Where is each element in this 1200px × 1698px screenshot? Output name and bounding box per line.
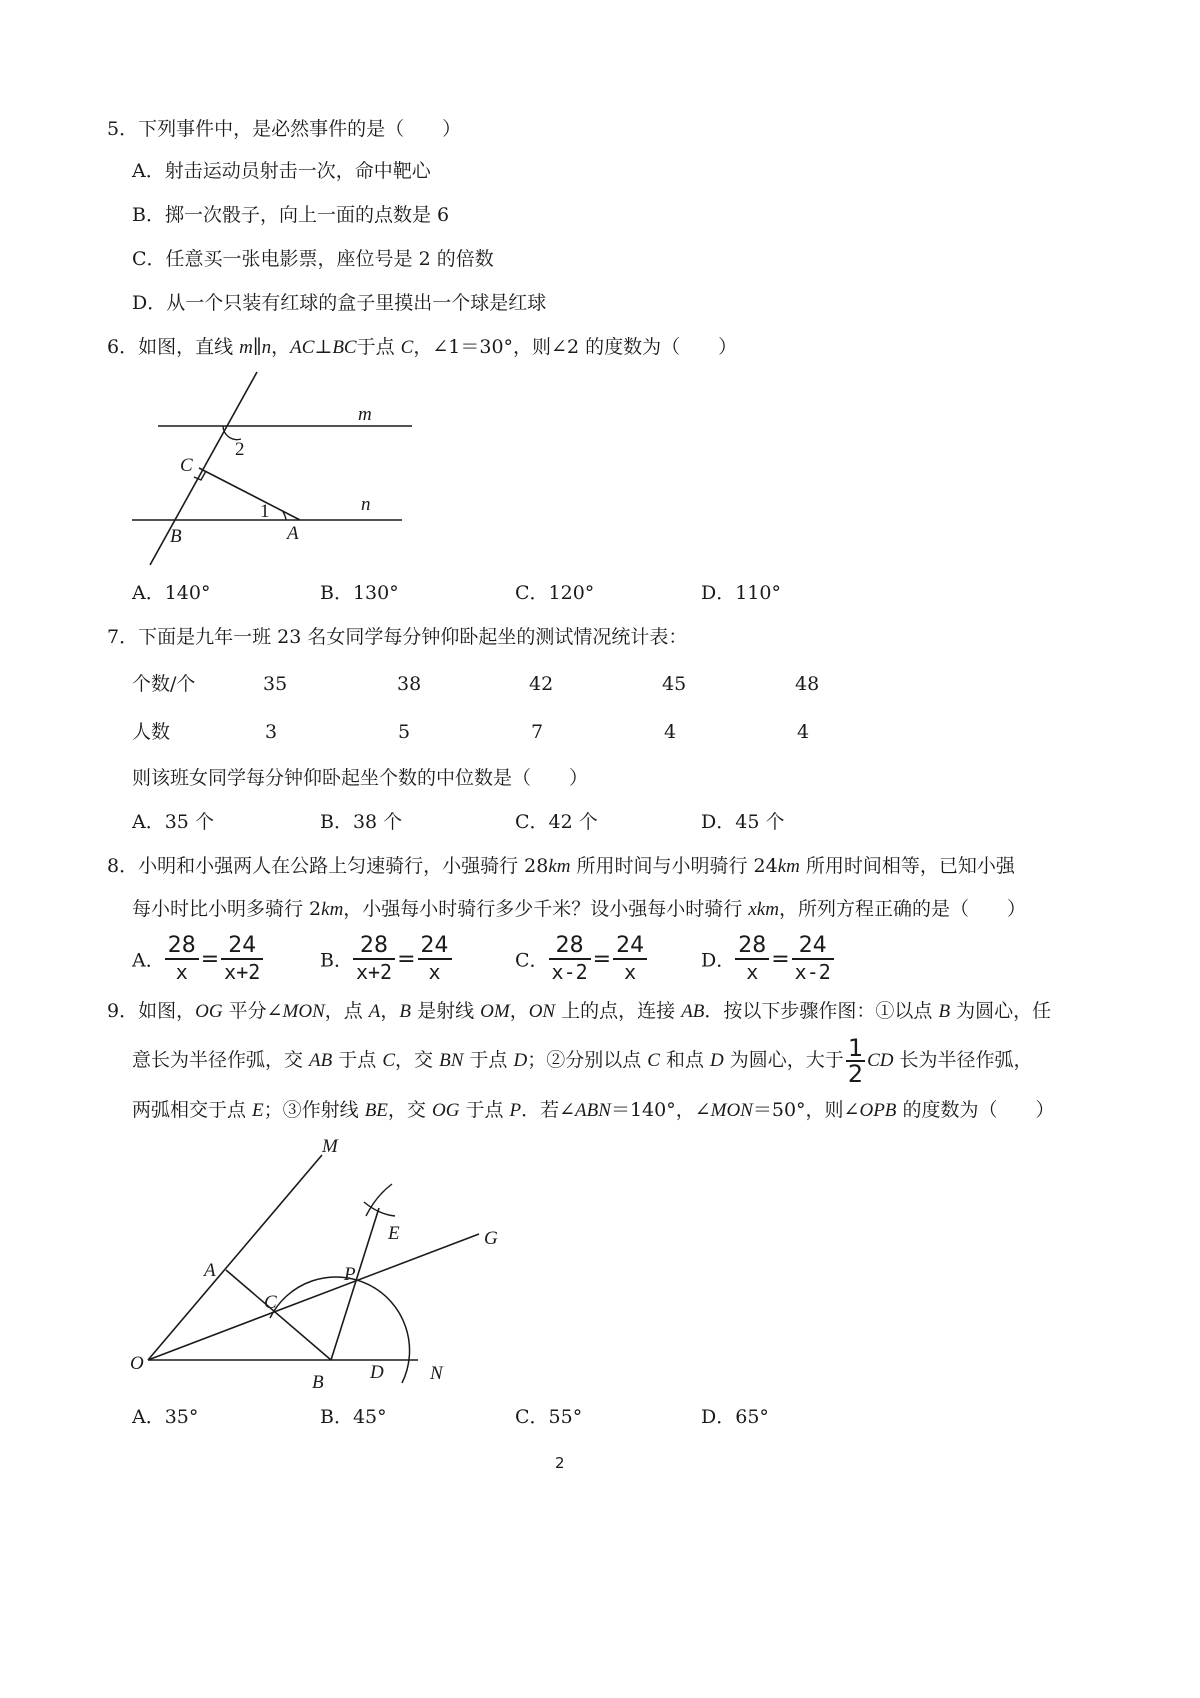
- q7-option-d: D．45 个: [701, 811, 785, 833]
- q5-option-c: C．任意买一张电影票，座位号是 2 的倍数: [132, 248, 494, 270]
- q7-question: 则该班女同学每分钟仰卧起坐个数的中位数是（ ）: [132, 767, 589, 789]
- label-n: N: [430, 1363, 443, 1384]
- label-e: E: [388, 1223, 400, 1244]
- q5-stem: 5．下列事件中，是必然事件的是（ ）: [107, 118, 462, 140]
- q7-table-cell: 4: [664, 721, 677, 743]
- label-angle-1: 1: [260, 501, 270, 522]
- q7-table-cell: 45: [662, 673, 687, 695]
- q6-option-d: D．110°: [701, 582, 781, 604]
- q7-table-cell: 7: [531, 721, 544, 743]
- label-b: B: [170, 526, 182, 547]
- label-a: A: [287, 523, 299, 544]
- label-n: n: [361, 494, 371, 515]
- q7-table-cell: 38: [397, 673, 422, 695]
- q9-line-2: 意长为半径作弧，交 AB 于点 C，交 BN 于点 D；②分别以点 C 和点 D 为圆心，大于 $\frac{1}{2}$ CD 长为半径作弧，: [132, 1034, 1033, 1088]
- q9-option-a: A．35°: [132, 1406, 199, 1428]
- q7-option-b: B．38 个: [320, 811, 403, 833]
- label-a: A: [204, 1260, 216, 1281]
- label-c: C: [264, 1292, 277, 1313]
- fraction: $\frac{28}{x}$: [165, 934, 199, 984]
- q7-table-cell: 5: [398, 721, 411, 743]
- fraction: $\frac{28}{x-2}$: [549, 934, 591, 984]
- label-p: P: [344, 1264, 356, 1285]
- q6-option-c: C．120°: [515, 582, 595, 604]
- transversal-bc: [150, 372, 257, 565]
- q7-table-cell: 35: [263, 673, 288, 695]
- page-number: 2: [555, 1454, 565, 1472]
- q6-option-b: B．130°: [320, 582, 399, 604]
- q7-table-cell: 3: [265, 721, 278, 743]
- fraction-one-half: $\frac{1}{2}$: [847, 1034, 864, 1088]
- q8-line-1: 8．小明和小强两人在公路上匀速骑行，小强骑行 28km 所用时间与小明骑行 24km 所用时间相等，已知小强: [107, 855, 1015, 877]
- fraction: $\frac{24}{x}$: [613, 934, 647, 984]
- label-angle-2: 2: [235, 439, 245, 460]
- q9-option-d: D．65°: [701, 1406, 769, 1428]
- q9-option-b: B．45°: [320, 1406, 387, 1428]
- q6-figure: [120, 360, 440, 575]
- q5-option-a: A．射击运动员射击一次，命中靶心: [132, 160, 431, 182]
- ray-og: [148, 1234, 479, 1360]
- segment-ab: [226, 1270, 331, 1360]
- label-d: D: [370, 1362, 384, 1383]
- fraction: $\frac{28}{x}$: [735, 934, 769, 984]
- q7-stem: 7．下面是九年一班 23 名女同学每分钟仰卧起坐的测试情况统计表：: [107, 626, 688, 648]
- q7-table-cell: 48: [795, 673, 820, 695]
- q9-option-c: C．55°: [515, 1406, 583, 1428]
- fraction: $\frac{24}{x+2}$: [221, 934, 263, 984]
- q8-option-c: C． $\frac{28}{x-2}$ = $\frac{24}{x}$: [515, 934, 647, 984]
- q9-figure: [120, 1128, 520, 1400]
- q8-line-2: 每小时比小明多骑行 2km，小强每小时骑行多少千米？设小强每小时骑行 xkm，所列方程正确的是（ ）: [132, 898, 1026, 920]
- q6-option-a: A．140°: [132, 582, 211, 604]
- fraction: $\frac{24}{x}$: [418, 934, 452, 984]
- fraction: $\frac{28}{x+2}$: [353, 934, 395, 984]
- fraction: $\frac{24}{x-2}$: [792, 934, 834, 984]
- label-c: C: [180, 455, 193, 476]
- q6-stem: 6．如图，直线 m∥n，AC⊥BC于点 C，∠1＝30°，则∠2 的度数为（ ）: [107, 336, 738, 358]
- q7-option-a: A．35 个: [132, 811, 214, 833]
- q8-option-d: D． $\frac{28}{x}$ = $\frac{24}{x-2}$: [701, 934, 834, 984]
- q8-option-b: B． $\frac{28}{x+2}$ = $\frac{24}{x}$: [320, 934, 452, 984]
- label-m: M: [322, 1136, 338, 1157]
- q7-table-header-count: 个数/个: [132, 673, 196, 695]
- q7-option-c: C．42 个: [515, 811, 598, 833]
- q9-line-3: 两弧相交于点 E；③作射线 BE，交 OG 于点 P．若∠ABN＝140°，∠MON＝50°，则∠OPB 的度数为（ ）: [132, 1099, 1055, 1121]
- label-b: B: [312, 1372, 324, 1393]
- q5-option-d: D．从一个只装有红球的盒子里摸出一个球是红球: [132, 292, 547, 314]
- q9-line-1: 9．如图，OG 平分∠MON，点 A，B 是射线 OM，ON 上的点，连接 AB．按以下步骤作图：①以点 B 为圆心，任: [107, 1000, 1052, 1022]
- label-m: m: [358, 404, 372, 425]
- label-o: O: [130, 1353, 144, 1374]
- q8-option-a: A． $\frac{28}{x}$ = $\frac{24}{x+2}$: [132, 934, 263, 984]
- q7-table-cell: 42: [529, 673, 554, 695]
- q7-table-header-people: 人数: [132, 721, 171, 743]
- segment-ca: [199, 468, 300, 520]
- label-g: G: [484, 1228, 498, 1249]
- q7-table-cell: 4: [797, 721, 810, 743]
- q5-option-b: B．掷一次骰子，向上一面的点数是 6: [132, 204, 450, 226]
